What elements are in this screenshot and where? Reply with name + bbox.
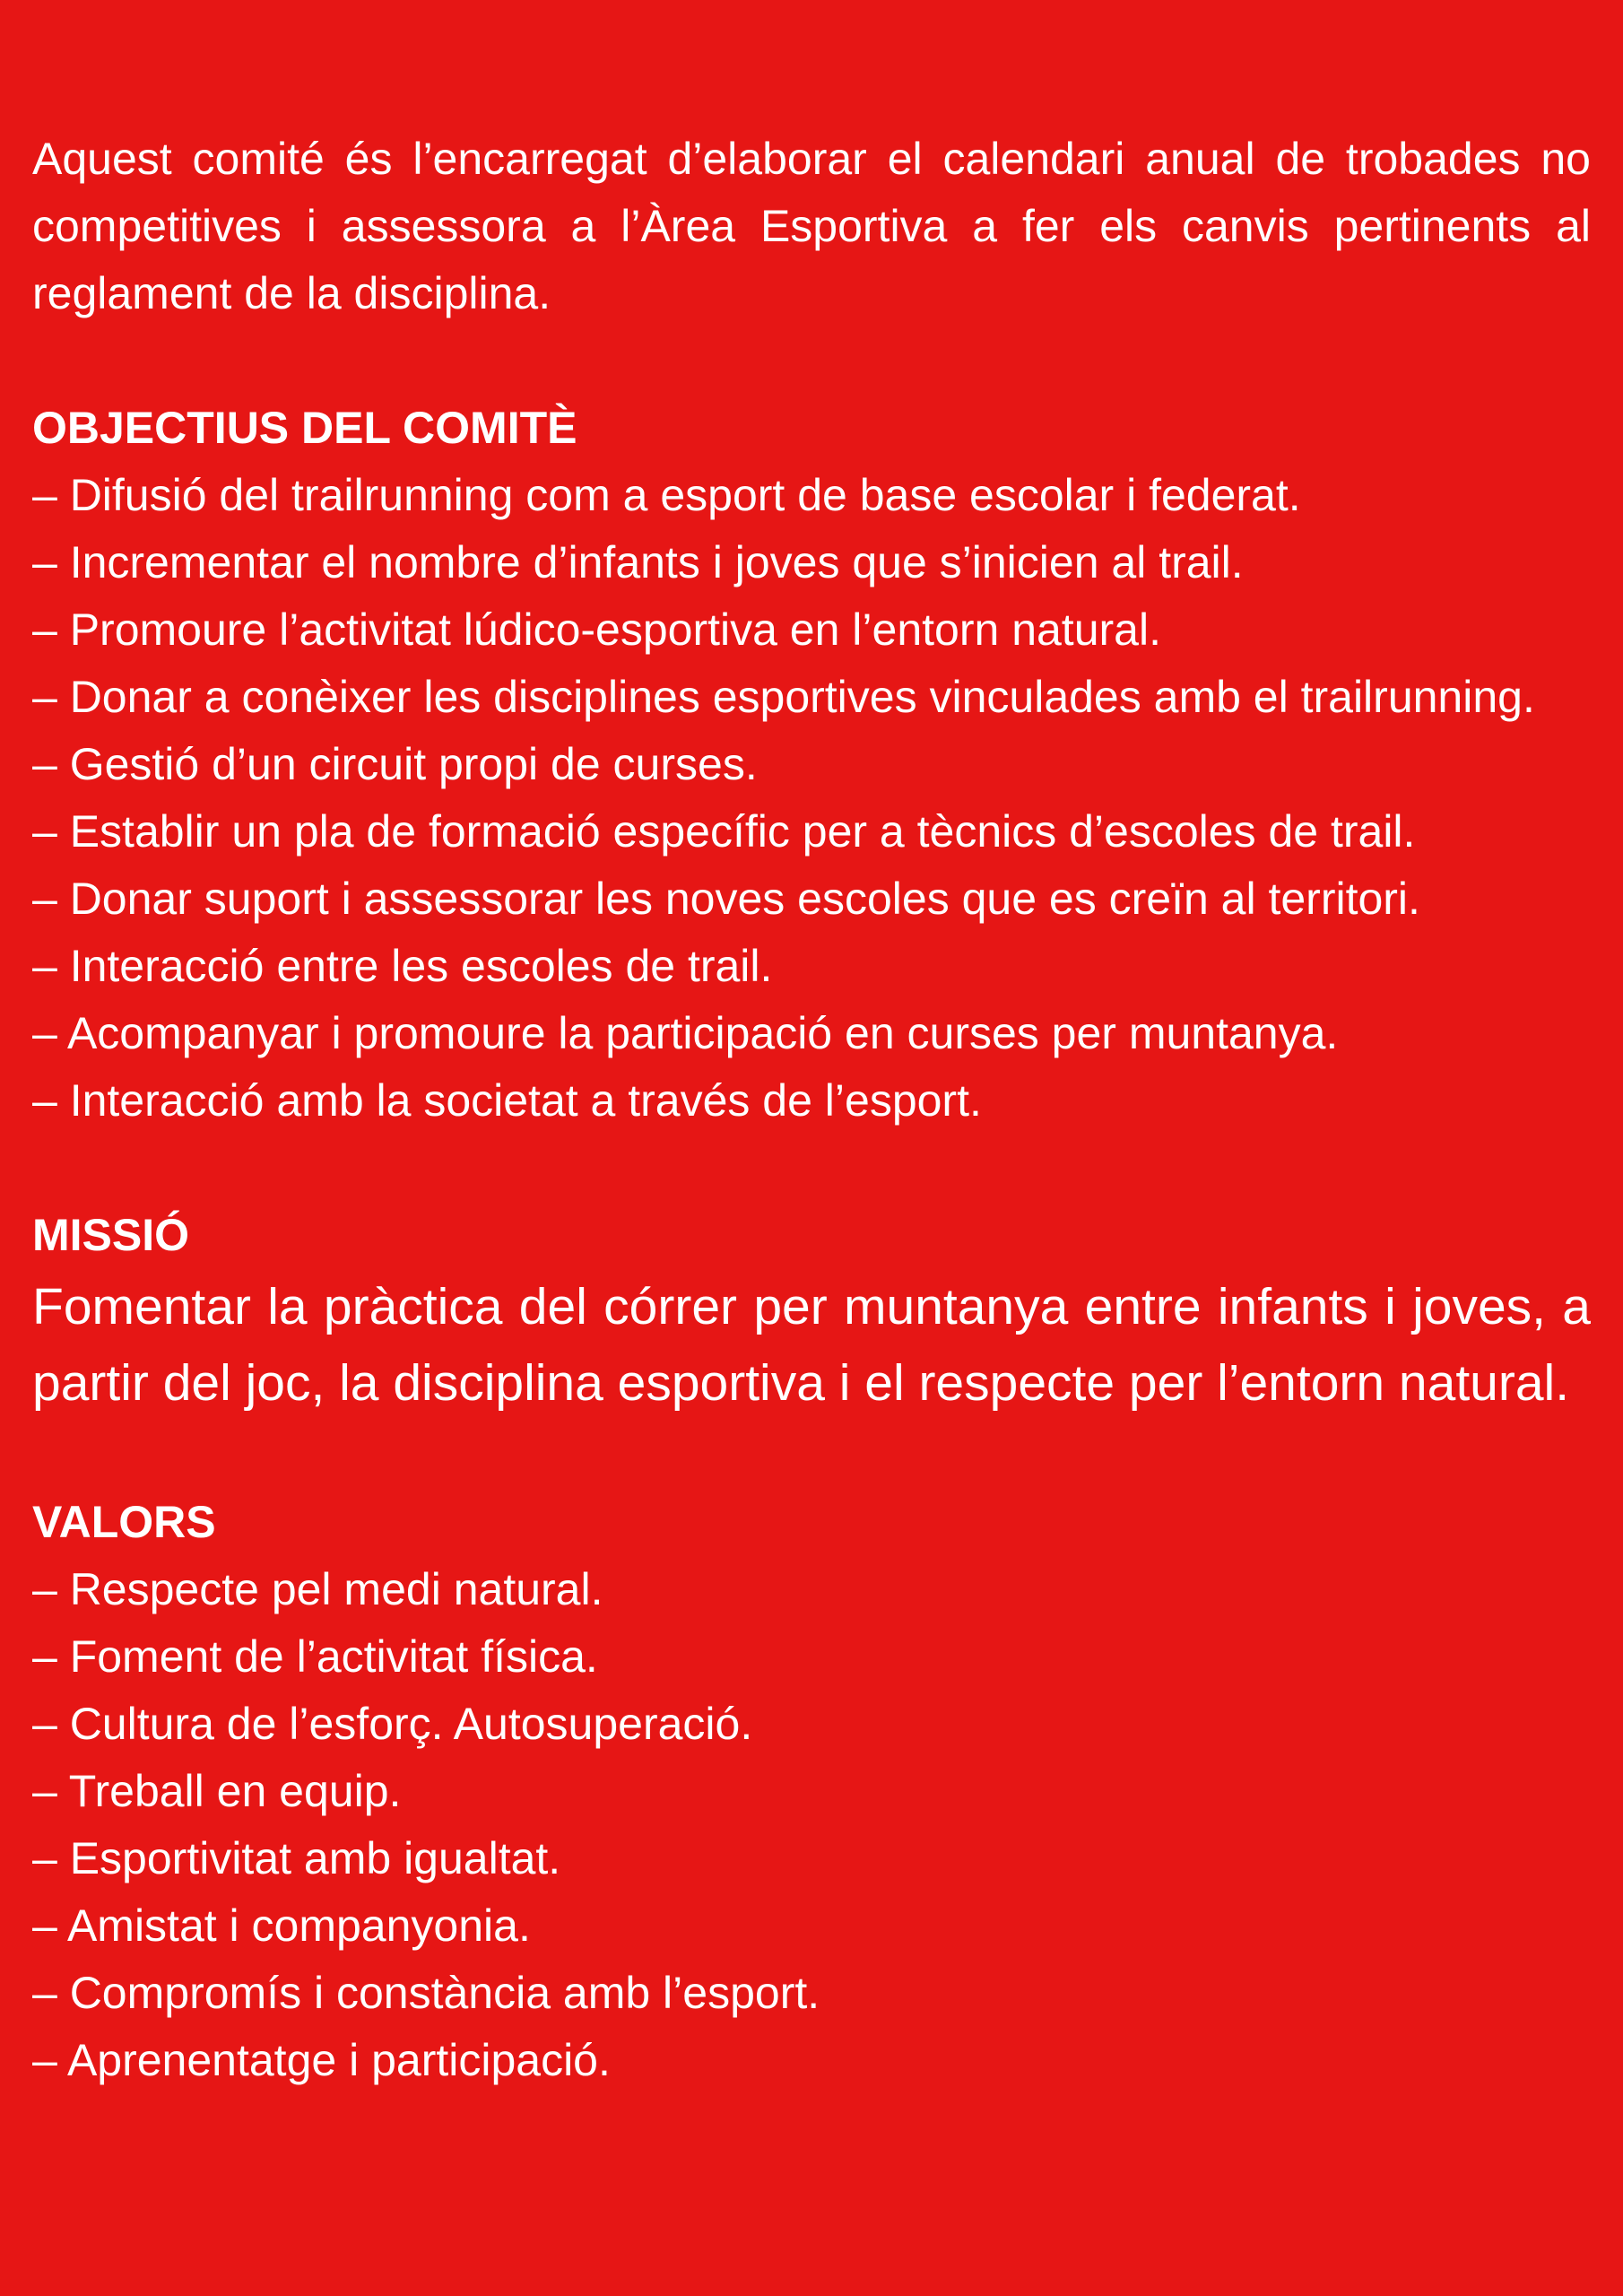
spacer [32,327,1591,395]
value-item: – Foment de l’activitat física. [32,1631,598,1682]
value-item: – Amistat i companyonia. [32,1900,531,1951]
mission-title: MISSIÓ [32,1210,190,1260]
value-item: – Aprenentatge i participació. [32,2035,611,2085]
objective-item: – Donar a conèixer les disciplines esportives vinculades amb el trailrunning. [32,672,1535,722]
objective-item: – Interacció amb la societat a través de l’esport. [32,1075,982,1126]
value-item: – Compromís i constància amb l’esport. [32,1968,820,2018]
value-item: – Esportivitat amb igualtat. [32,1833,561,1883]
intro-paragraph: Aquest comité és l’encarregat d’elaborar el calendari anual de trobades no competitives i assessora a l’Àrea Esportiva a fer els canvis pertinents al reglament de la disciplina. [32,134,1591,318]
objective-item: – Promoure l’activitat lúdico-esportiva en l’entorn natural. [32,604,1161,655]
objective-item: – Interacció entre les escoles de trail. [32,941,773,991]
value-item: – Treball en equip. [32,1766,402,1816]
objectives-title: OBJECTIUS DEL COMITÈ [32,403,577,453]
document-page [32,126,1591,2094]
objective-item: – Establir un pla de formació específic per a tècnics d’escoles de trail. [32,806,1416,857]
objective-item: – Acompanyar i promoure la participació en curses per muntanya. [32,1008,1339,1058]
value-item: – Respecte pel medi natural. [32,1564,603,1614]
spacer [32,1135,1591,1202]
objective-item: – Difusió del trailrunning com a esport de base escolar i federat. [32,470,1301,520]
mission-text: Fomentar la pràctica del córrer per muntanya entre infants i joves, a partir del joc, la disciplina esportiva i el respecte per l’entorn natural. [32,1278,1591,1412]
objective-item: – Donar suport i assessorar les noves escoles que es creïn al territori. [32,874,1420,924]
mission-section [32,1202,1591,1422]
objectives-section [32,395,1591,1135]
objective-item: – Gestió d’un circuit propi de curses. [32,739,758,789]
objectives-list [32,462,1591,1135]
objective-item: – Incrementar el nombre d’infants i joves que s’inicien al trail. [32,537,1244,587]
values-section [32,1489,1591,2094]
spacer [32,1422,1591,1489]
values-title: VALORS [32,1497,216,1547]
values-list [32,1556,1591,2094]
value-item: – Cultura de l’esforç. Autosuperació. [32,1699,753,1749]
